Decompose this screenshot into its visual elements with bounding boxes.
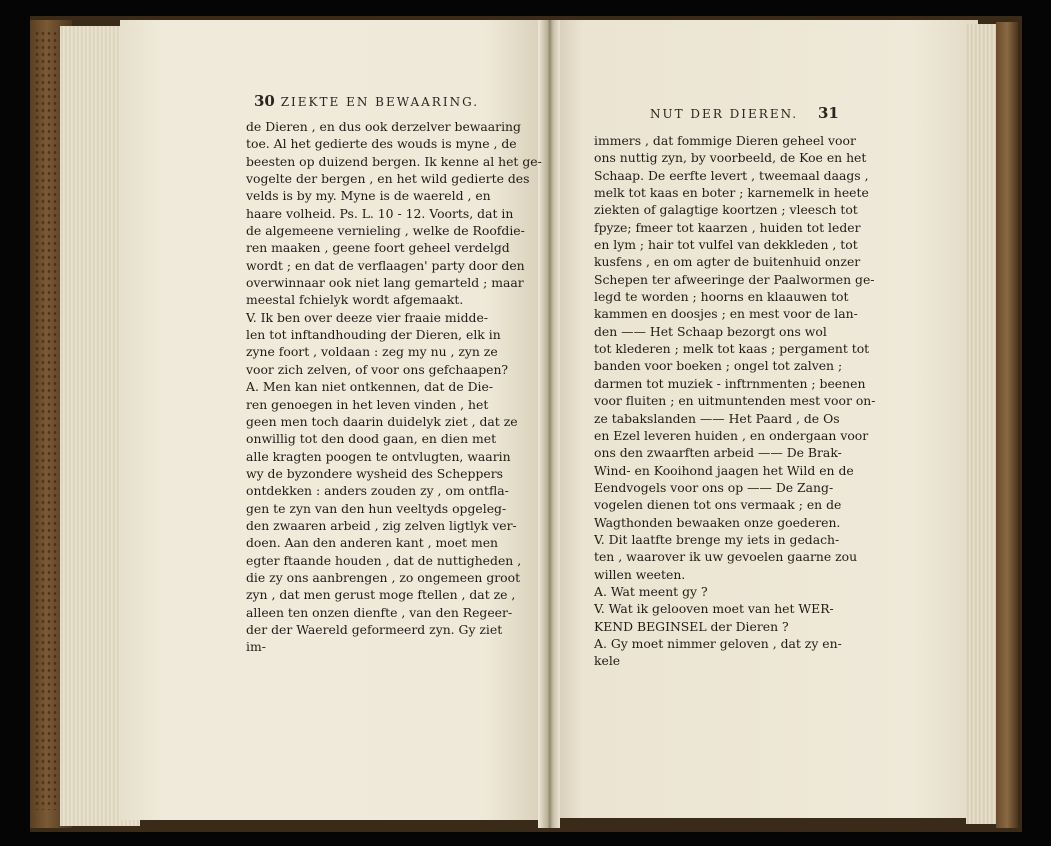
text-line: im- [246, 639, 266, 655]
text-line: kele [594, 653, 621, 669]
text-line: en Ezel leveren huiden , en ondergaan voor [594, 427, 869, 443]
text-line: Schaap. De eerfte levert , tweemaal daags , [594, 167, 869, 183]
text-line: immers , dat fommige Dieren geheel voor [594, 133, 856, 148]
text-line: KEND BEGINSEL der Dieren ? [594, 618, 789, 634]
text-line: fpyze; fmeer tot kaarzen , huiden tot leder [594, 219, 861, 235]
text-line: de Dieren , en dus ook derzelver bewaaring [246, 119, 521, 134]
text-line: den —— Het Schaap bezorgt ons wol [594, 323, 827, 339]
text-line: ren genoegen in het leven vinden , het [246, 396, 489, 412]
text-line: ten , waarover ik uw gevoelen gaarne zou [594, 549, 858, 565]
text-line: voor zich zelven, of voor ons gefchaapen? [246, 361, 509, 377]
text-line: ze tabakslanden —— Het Paard , de Os [594, 410, 840, 426]
text-line: haare volheid. Ps. L. 10 - 12. Voorts, dat in [246, 205, 514, 221]
text-line: doen. Aan den anderen kant , moet men [246, 535, 499, 551]
text-line: ontdekken : anders zouden zy , om ontfla- [246, 483, 509, 499]
left-page-number: 30 [254, 92, 275, 110]
text-line: tot klederen ; melk tot kaas ; pergament tot [594, 341, 870, 357]
text-line: Wagthonden bewaaken onze goederen. [594, 514, 841, 530]
text-line: ons nuttig zyn, by voorbeeld, de Koe en het [594, 150, 867, 166]
text-line: melk tot kaas en boter ; karnemelk in heete [594, 185, 869, 201]
text-line: geen men toch daarin duidelyk ziet , dat ze [246, 413, 518, 429]
left-running-head-title: ZIEKTE EN BEWAARING. [280, 95, 480, 109]
text-line: A. Men kan niet ontkennen, dat de Die- [246, 379, 494, 395]
text-line: darmen tot muziek - inftrnmenten ; beenen [594, 375, 866, 391]
text-line: wy de byzondere wysheid des Scheppers [246, 465, 503, 481]
text-line: A. Wat meent gy ? [594, 583, 708, 599]
text-line: der der Waereld geformeerd zyn. Gy ziet [246, 621, 503, 637]
text-line: banden voor boeken ; ongel tot zalven ; [594, 358, 843, 374]
text-line: den zwaaren arbeid , zig zelven ligtlyk ver- [246, 517, 517, 533]
text-line: wordt ; en dat de verflaagen' party door den [246, 257, 525, 273]
text-line: zyn , dat men gerust moge ftellen , dat ze , [246, 587, 516, 603]
text-line: alleen ten onzen dienfte , van den Regeer- [246, 604, 513, 620]
text-line: legd te worden ; hoorns en klaauwen tot [594, 289, 849, 305]
text-line: ziekten of galagtige koortzen ; vleesch tot [594, 202, 858, 218]
left-running-head [254, 92, 479, 110]
text-line: V. Dit laatfte brenge my iets in gedach- [594, 531, 840, 547]
text-line: Wind- en Kooihond jaagen het Wild en de [594, 462, 854, 478]
text-line: egter ftaande houden , dat de nuttigheden , [246, 552, 522, 568]
text-line: alle kragten poogen te ontvlugten, waarin [246, 448, 511, 464]
text-line: vogelte der bergen , en het wild gedierte des [246, 171, 530, 187]
text-line: gen te zyn van den hun veeltyds opgeleg- [246, 500, 507, 516]
text-line: len tot inftandhouding der Dieren, elk in [246, 327, 501, 343]
left-page-text [246, 118, 542, 656]
left-cover-texture [34, 30, 62, 810]
text-line: beesten op duizend bergen. Ik kenne al het ge- [246, 153, 542, 169]
text-line: velds is by my. Myne is de waereld , en [246, 188, 491, 204]
right-running-head [650, 104, 839, 122]
text-line: V. Ik ben over deeze vier fraaie midde- [246, 309, 489, 325]
text-line: Schepen ter afweeringe der Paalwormen ge- [594, 271, 875, 287]
right-running-head-title: NUT DER DIEREN. [650, 107, 799, 121]
text-line: willen weeten. [594, 566, 686, 582]
text-line: de algemeene vernieling , welke de Roofdie- [246, 223, 525, 239]
text-line: overwinnaar ook niet lang gemarteld ; maar [246, 275, 524, 291]
text-line: A. Gy moet nimmer geloven , dat zy en- [594, 635, 842, 651]
text-line: V. Wat ik gelooven moet van het WER- [594, 601, 834, 617]
text-line: kammen en doosjes ; en mest voor de lan- [594, 306, 858, 322]
text-line: kusfens , en om agter de buitenhuid onzer [594, 254, 861, 270]
text-line: voor fluiten ; en uitmuntenden mest voor on- [594, 393, 876, 409]
text-line: zyne foort , voldaan : zeg my nu , zyn ze [246, 344, 498, 360]
text-line: vogelen dienen tot ons vermaak ; en de [594, 497, 842, 513]
right-cover-edge [996, 22, 1018, 828]
text-line: ren maaken , geene foort geheel verdelgd [246, 240, 510, 256]
right-page-text [594, 132, 875, 670]
text-line: die zy ons aanbrengen , zo ongemeen groot [246, 569, 521, 585]
text-line: Eendvogels voor ons op —— De Zang- [594, 479, 834, 495]
text-line: toe. Al het gedierte des wouds is myne , de [246, 136, 517, 152]
text-line: onwillig tot den dood gaan, en dien met [246, 431, 497, 447]
text-line: ons den zwaarften arbeid —— De Brak- [594, 445, 842, 461]
text-line: en lym ; hair tot vulfel van dekkleden , tot [594, 237, 858, 253]
text-line: meestal fchielyk wordt afgemaakt. [246, 292, 464, 308]
right-page-number: 31 [817, 104, 839, 122]
